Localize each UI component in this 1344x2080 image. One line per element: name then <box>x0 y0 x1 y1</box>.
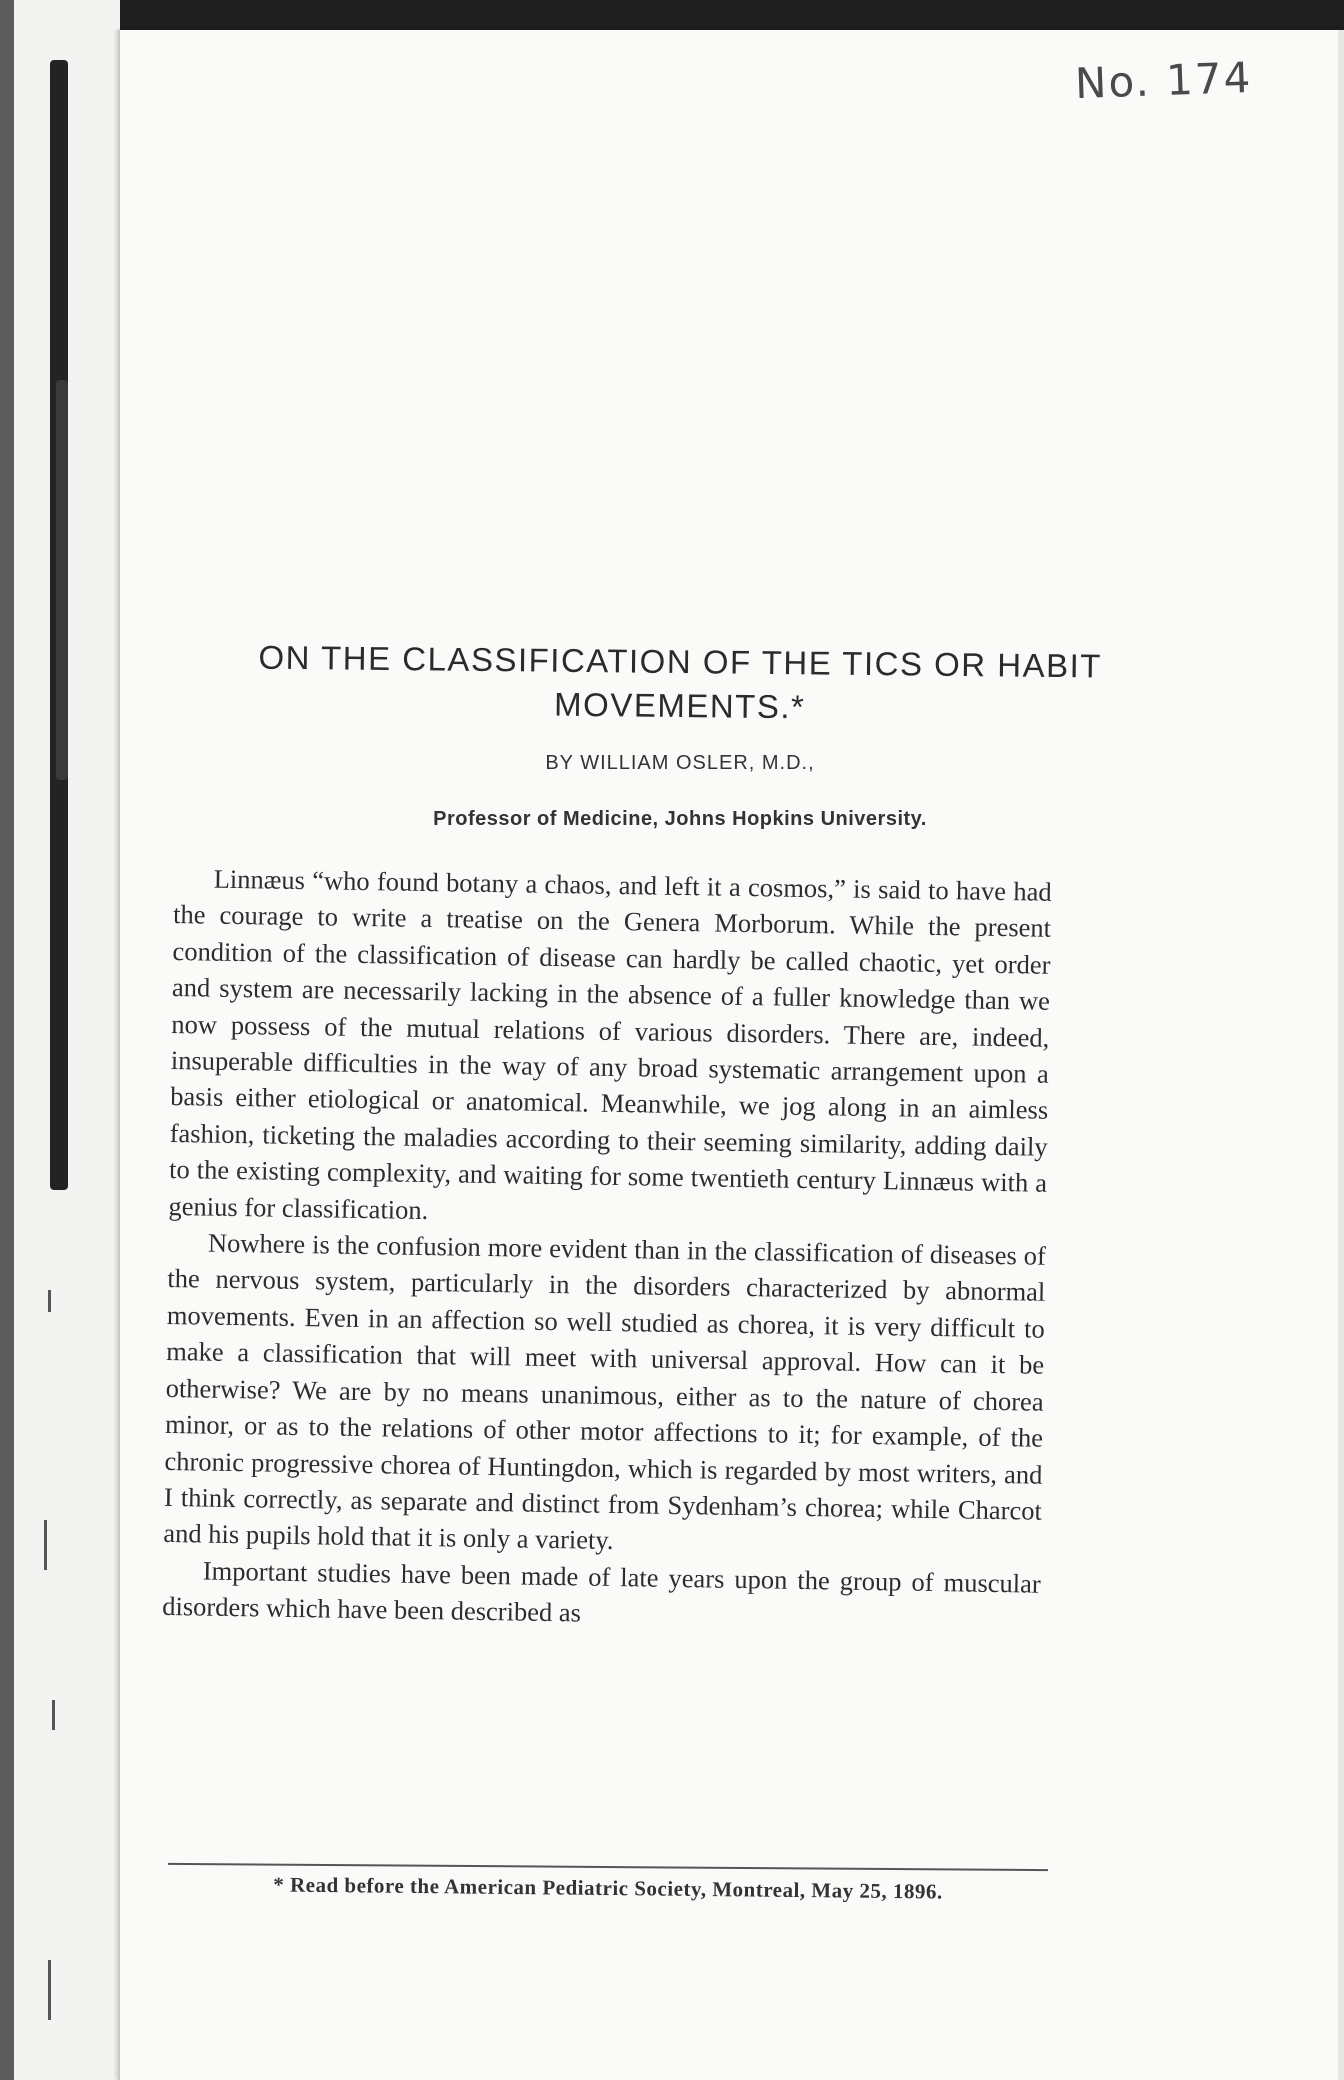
margin-mark <box>48 1290 51 1312</box>
author-byline: BY WILLIAM OSLER, M.D., <box>545 752 815 774</box>
article-body <box>162 860 1052 1638</box>
margin-mark <box>48 1960 51 2020</box>
margin-mark <box>44 1520 47 1570</box>
scanner-border-left <box>0 0 14 2080</box>
torn-binding-edge-inner <box>56 380 68 780</box>
page-right-edge <box>1338 30 1344 2080</box>
author-affiliation: Professor of Medicine, Johns Hopkins University. <box>433 808 927 830</box>
catalog-number-handwritten: No. 174 <box>1074 52 1254 109</box>
margin-mark <box>52 1700 55 1730</box>
paragraph-1: Linnæus “who found botany a chaos, and left it a cosmos,” is said to have had the courage to write a treatise on the Genera Morborum. While the present condition of the classification of disease can hardly be called chaotic, yet order and system are necessarily lacking in the absence of a fuller knowledge than we now possess of the mutual relations of various disorders. There are, indeed, insuperable difficulties in the way of any broad systematic arrangement upon a basis either etiological or anatomical. Meanwhile, we jog along in an aimless fashion, ticketing the maladies according to their seeming similarity, adding daily to the existing complexity, and waiting for some twentieth century Linnæus with a genius for classification. <box>168 863 1052 1225</box>
article-title: ON THE CLASSIFICATION OF THE TICS OR HABIT MOVEMENTS.* <box>258 638 1103 726</box>
paragraph-2: Nowhere is the confusion more evident than in the classification of diseases of the nervous system, particularly in the disorders characterized by abnormal movements. Even in an affection so well studied as chorea, it is very difficult to make a classification that will meet with universal approval. How can it be otherwise? We are by no means unanimous, either as to the nature of chorea minor, or as to the relations of other motor affections to it; for example, of the chronic progressive chorea of Huntingdon, which is regarded by most writers, and I think correctly, as separate and distinct from Sydenham’s chorea; while Charcot and his pupils hold that it is only a variety. <box>163 1227 1047 1556</box>
paragraph-3: Important studies have been made of late years upon the group of muscular disorders which have been described as <box>162 1555 1041 1628</box>
footnote: * Read before the American Pediatric Society, Montreal, May 25, 1896. <box>273 1872 943 1904</box>
